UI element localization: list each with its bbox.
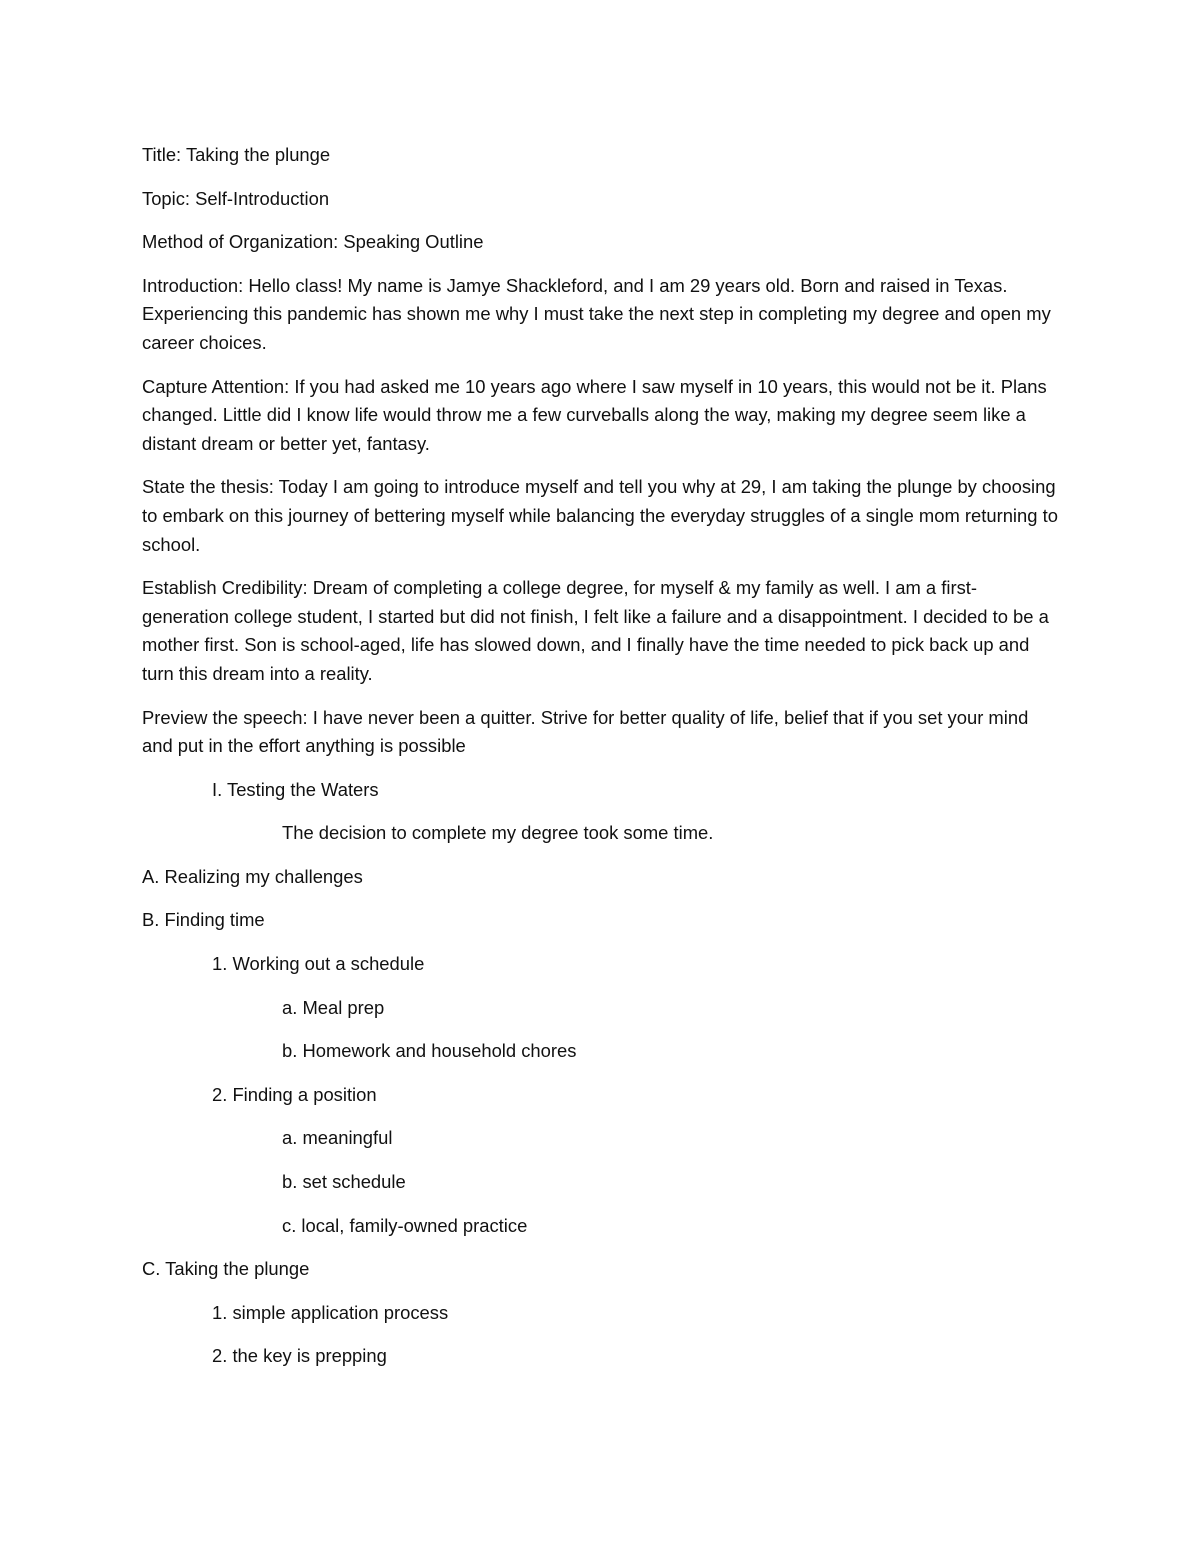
outline-item: I. Testing the Waters — [212, 778, 379, 800]
method-line: Method of Organization: Speaking Outline — [142, 231, 484, 253]
outline-item: b. Homework and household chores — [282, 1040, 577, 1062]
outline-item: c. local, family-owned practice — [282, 1214, 528, 1236]
outline-item: a. meaningful — [282, 1127, 393, 1149]
outline-item: 2. Finding a position — [212, 1083, 377, 1105]
introduction-paragraph: Introduction: Hello class! My name is Jamye Shackleford, and I am 29 years old. Born and raised in Texas. Experiencing this pandemic has shown me why I must take the next step in completing my degree and open my career choices. — [142, 274, 1051, 353]
preview-paragraph: Preview the speech: I have never been a quitter. Strive for better quality of life, belief that if you set your mind and put in the effort anything is possible — [142, 706, 1029, 757]
outline-item: The decision to complete my degree took some time. — [282, 822, 714, 844]
title-line: Title: Taking the plunge — [142, 144, 331, 165]
credibility-paragraph: Establish Credibility: Dream of completing a college degree, for myself & my family as well. I am a first-generation college student, I started but did not finish, I felt like a failure and a disappointment. I decided to be a mother first. Son is school-aged, life has slowed down, and I finally have the time needed to pick back up and turn this dream into a reality. — [142, 577, 1049, 684]
outline-item: 1. Working out a schedule — [212, 953, 425, 975]
outline-item: 2. the key is prepping — [212, 1345, 387, 1367]
outline-item: B. Finding time — [142, 909, 265, 931]
capture-attention-paragraph: Capture Attention: If you had asked me 10 years ago where I saw myself in 10 years, this would not be it. Plans changed. Little did I know life would throw me a few curveballs along the way, making my degree seem like a distant dream or better yet, fantasy. — [142, 375, 1047, 454]
thesis-paragraph: State the thesis: Today I am going to introduce myself and tell you why at 29, I am taking the plunge by choosing to embark on this journey of bettering myself while balancing the everyday struggles of a single mom returning to school. — [142, 476, 1058, 555]
topic-line: Topic: Self-Introduction — [142, 187, 330, 209]
document-body — [142, 141, 1062, 1386]
outline-item: C. Taking the plunge — [142, 1258, 310, 1280]
outline-item: b. set schedule — [282, 1171, 406, 1193]
outline-item: a. Meal prep — [282, 996, 385, 1018]
outline-item: A. Realizing my challenges — [142, 865, 363, 887]
outline-item: 1. simple application process — [212, 1301, 449, 1323]
